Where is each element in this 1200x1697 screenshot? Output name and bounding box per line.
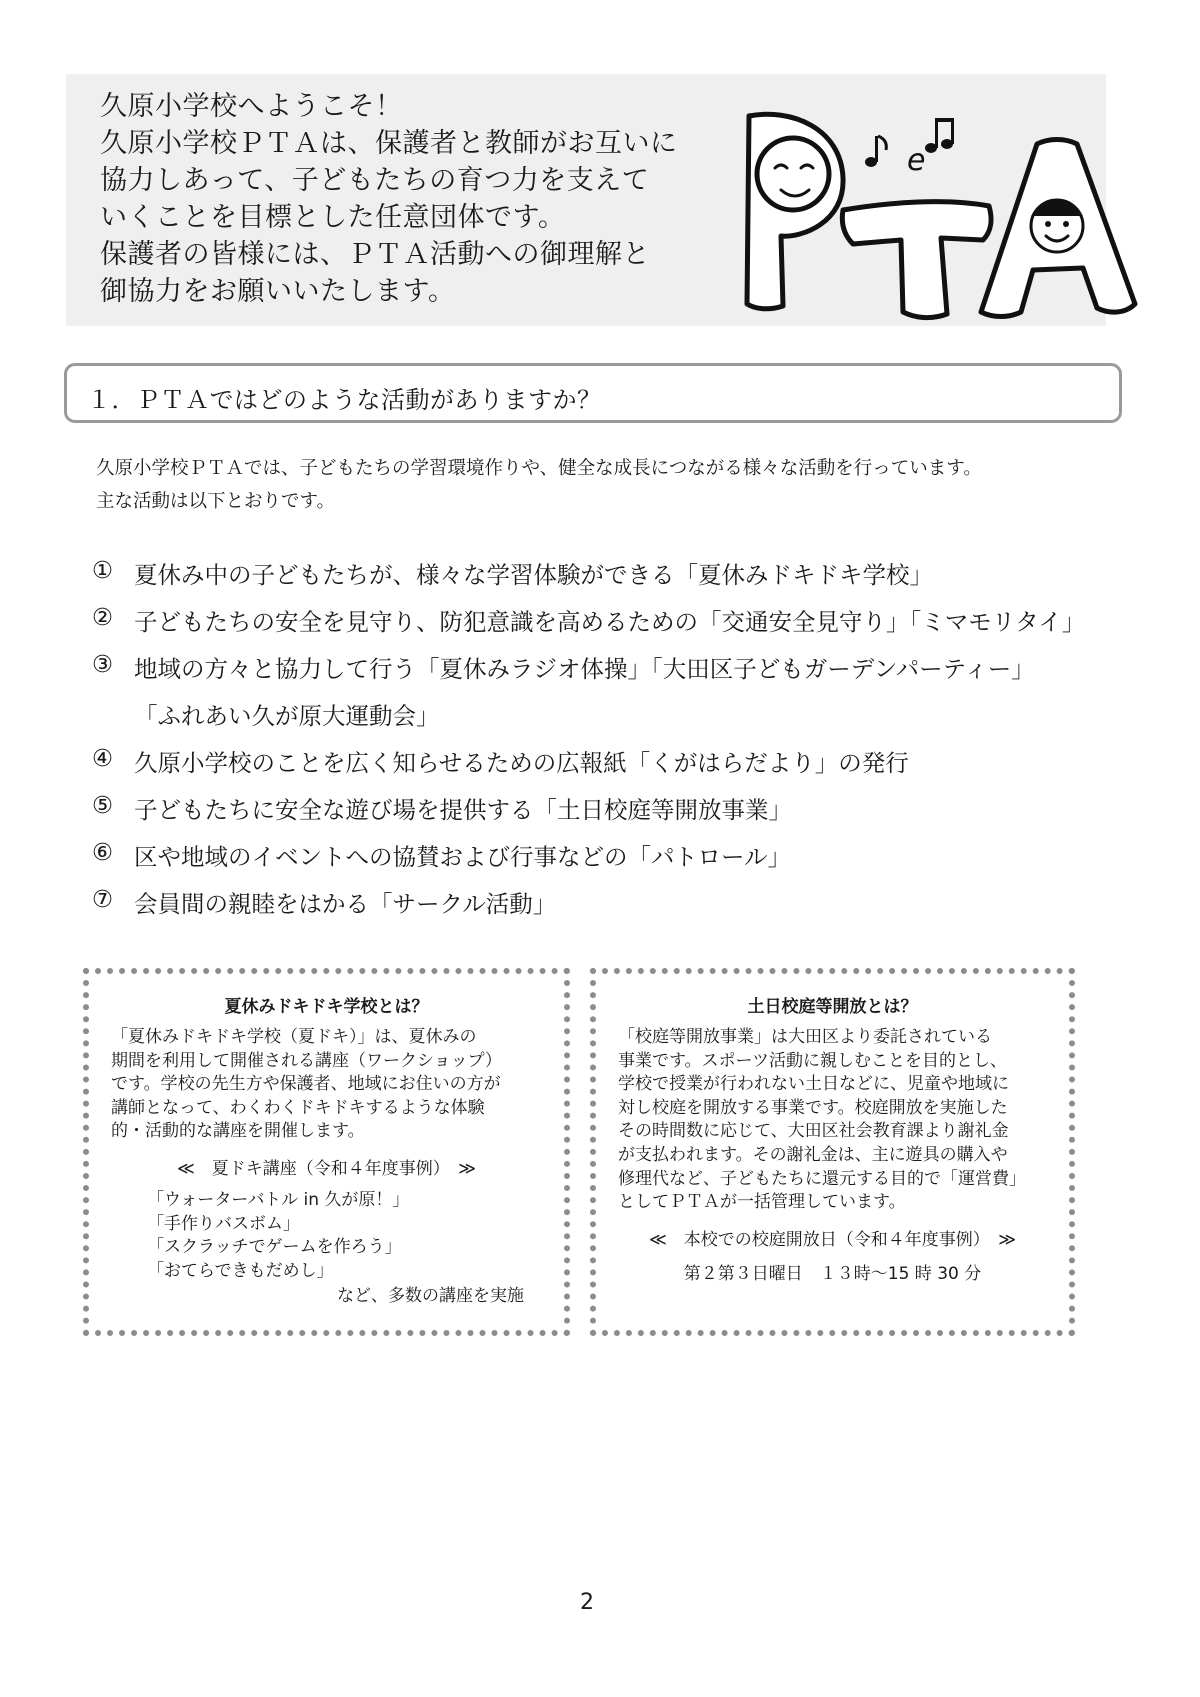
page-number: 2 [580, 1590, 594, 1615]
box-line: 学校で授業が行われない土日などに、児童や地域に [618, 1074, 1009, 1095]
box-note: など、多数の講座を実施 [337, 1286, 524, 1306]
box-subheading: ≪ 夏ドキ講座（令和４年度事例） ≫ [176, 1158, 477, 1179]
box-body [111, 1026, 544, 1144]
item-text: 子どもたちの安全を見守り、防犯意識を高めるための「交通安全見守り」「ミマモリタイ」 [134, 608, 1086, 636]
schedule-text: 第２第３日曜日 １３時～15 時 30 分 [683, 1263, 982, 1284]
item-text: 地域の方々と協力して行う「夏休みラジオ体操」「大田区子どもガーデンパーティー」 [134, 655, 1035, 683]
intro-panel [66, 74, 1106, 326]
item-number: ⑥ [92, 838, 114, 866]
intro-line: 御協力をお願いいたします。 [100, 276, 456, 307]
item-text: 夏休み中の子どもたちが、様々な学習体験ができる「夏休みドキドキ学校」 [134, 561, 933, 589]
box-line: 「校庭等開放事業」は大田区より委託されている [618, 1027, 992, 1047]
item-number: ③ [92, 650, 114, 678]
list-item: 「手作りバスボム」 [147, 1213, 300, 1234]
box-line: 期間を利用して開催される講座（ワークショップ） [111, 1050, 502, 1071]
intro-line: 久原小学校ＰＴＡは、保護者と教師がお互いに [100, 128, 678, 159]
lead-line: 主な活動は以下とおりです。 [96, 491, 336, 512]
item-number: ⑤ [92, 791, 114, 819]
item-number: ④ [92, 744, 114, 772]
box-line: が支払われます。その謝礼金は、主に遊具の購入や [618, 1144, 1008, 1165]
intro-line: 保護者の皆様には、ＰＴＡ活動への御理解と [100, 239, 650, 270]
box-line: 事業です。スポーツ活動に親しむことを目的とし、 [618, 1050, 1007, 1071]
box-line: 修理代など、子どもたちに還元する目的で「運営費」 [618, 1168, 1026, 1189]
item-text: 久原小学校のことを広く知らせるための広報紙「くがはらだより」の発行 [134, 749, 909, 777]
box-line: です。学校の先生方や保護者、地域にお住いの方が [111, 1074, 501, 1095]
list-item: 「ウォーターバトル in 久が原！」 [147, 1189, 410, 1210]
item-text: 区や地域のイベントへの協賛および行事などの「パトロール」 [134, 843, 792, 871]
box-line: 的・活動的な講座を開催します。 [111, 1121, 365, 1142]
item-number: ② [92, 603, 114, 631]
box-line: としてＰＴＡが一括管理しています。 [618, 1192, 906, 1213]
list-item: 「おてらできもだめし」 [147, 1260, 334, 1281]
intro-line: 協力しあって、子どもたちの育つ力を支えて [100, 165, 650, 196]
schoolyard-open-box [590, 968, 1075, 1336]
pta-logo [731, 98, 1167, 324]
doki-school-box [83, 968, 570, 1336]
section-title: １．ＰＴＡではどのような活動がありますか？ [87, 386, 602, 414]
item-number: ⑦ [92, 885, 114, 913]
course-list [147, 1189, 564, 1283]
intro-line: いくことを目標とした任意団体です。 [100, 202, 566, 233]
item-text: 子どもたちに安全な遊び場を提供する「土日校庭等開放事業」 [134, 796, 792, 824]
list-item: 「スクラッチでゲームを作ろう」 [147, 1237, 402, 1258]
item-text: 会員間の親睦をはかる「サークル活動」 [134, 890, 557, 918]
lead-line: 久原小学校ＰＴＡでは、子どもたちの学習環境作りや、健全な成長につながる様々な活動を行っています。 [96, 458, 982, 479]
box-title: 土日校庭等開放とは？ [747, 997, 918, 1017]
item-number: ① [92, 556, 114, 584]
box-line: 対し校庭を開放する事業です。校庭開放を実施した [618, 1097, 1008, 1118]
box-line: 「夏休みドキドキ学校（夏ドキ）」は、夏休みの [111, 1027, 477, 1047]
item-text: 「ふれあい久が原大運動会」 [134, 702, 440, 730]
box-body [618, 1026, 1049, 1215]
svg-text:e: e [907, 143, 926, 178]
box-line: その時間数に応じて、大田区社会教育課より謝礼金 [618, 1121, 1009, 1142]
section-header [64, 363, 1122, 423]
box-title: 夏休みドキドキ学校とは？ [224, 997, 429, 1017]
box-line: 講師となって、わくわくドキドキするような体験 [111, 1097, 485, 1118]
intro-text [100, 88, 678, 310]
box-subheading: ≪ 本校での校庭開放日（令和４年度事例） ≫ [648, 1229, 1017, 1250]
intro-line: 久原小学校へようこそ！ [100, 91, 403, 122]
lead-paragraph [96, 452, 982, 518]
